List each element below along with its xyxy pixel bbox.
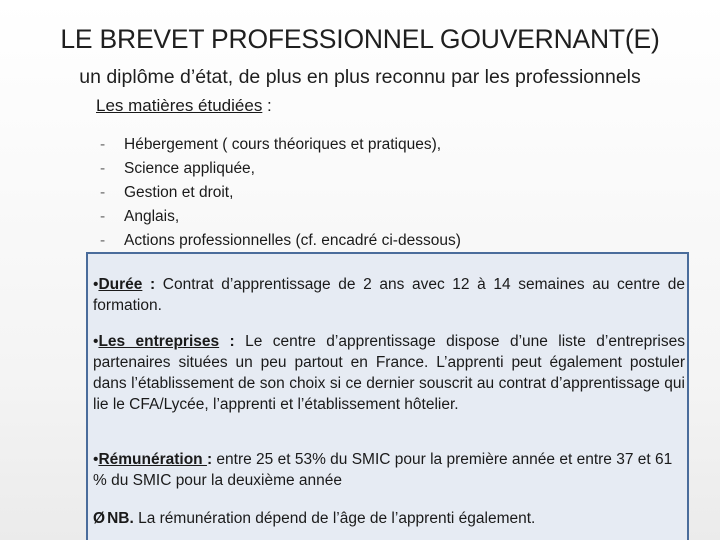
bullet: • xyxy=(93,333,99,350)
entreprises-separator: : xyxy=(219,333,246,350)
subjects-heading xyxy=(96,96,272,116)
bullet-dash: - xyxy=(100,136,106,153)
list-item xyxy=(100,133,461,157)
duree-label: Durée xyxy=(98,276,143,293)
list-item xyxy=(100,229,461,253)
list-item xyxy=(100,181,461,205)
bullet-dash: - xyxy=(100,232,106,249)
subject-label: Science appliquée, xyxy=(124,160,255,177)
remuneration-label: Rémunération xyxy=(98,451,207,468)
nb-text: La rémunération dépend de l’âge de l’apprenti également. xyxy=(133,510,536,527)
bullet-dash: - xyxy=(100,160,106,177)
duree-text: Contrat d’apprentissage de 2 ans avec 12 à 14 semaines au centre de formation. xyxy=(93,276,685,314)
subject-label: Gestion et droit, xyxy=(124,184,234,201)
bullet-dash: - xyxy=(100,184,106,201)
subjects-list xyxy=(100,133,461,253)
nb-label: NB. xyxy=(107,510,134,527)
entreprises-paragraph xyxy=(93,331,685,415)
remuneration-text: entre 25 et 53% du SMIC pour la première année et entre 37 et 61 % du SMIC pour la deuxième année xyxy=(93,451,673,489)
bullet: • xyxy=(93,451,99,468)
remuneration-separator: : xyxy=(206,451,217,468)
bullet-dash: - xyxy=(100,208,106,225)
bullet: • xyxy=(93,276,99,293)
duree-separator: : xyxy=(142,276,163,293)
remuneration-paragraph xyxy=(93,449,685,491)
nb-paragraph xyxy=(93,508,685,529)
page-title: LE BREVET PROFESSIONNEL GOUVERNANT(E) xyxy=(60,24,660,54)
list-item xyxy=(100,205,461,229)
entreprises-label: Les entreprises xyxy=(98,333,220,350)
duree-paragraph xyxy=(93,274,685,316)
subject-label: Hébergement ( cours théoriques et pratiques), xyxy=(124,136,442,153)
list-item xyxy=(100,157,461,181)
subject-label: Actions professionnelles (cf. encadré ci-dessous) xyxy=(124,232,461,249)
arrow-bullet-icon: Ø xyxy=(93,510,106,527)
page-subtitle: un diplôme d’état, de plus en plus reconnu par les professionnels xyxy=(79,66,641,88)
subjects-heading-label: Les matières étudiées xyxy=(96,96,263,115)
subject-label: Anglais, xyxy=(124,208,180,225)
subjects-heading-suffix: : xyxy=(262,96,272,115)
entreprises-text: Le centre d’apprentissage dispose d’une liste d’entreprises partenaires situées un peu partout en France. L’apprenti peut également postuler dans l’établissement de son choix si ce dernier souscrit au contrat d’apprentissage qui lie le CFA/Lycée, l’apprenti et l’établissement hôtelier. xyxy=(93,333,685,413)
